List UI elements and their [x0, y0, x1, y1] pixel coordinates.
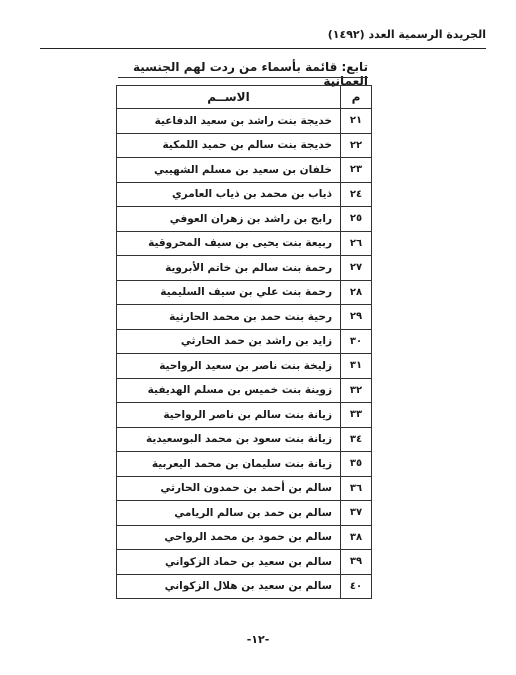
table-row	[117, 574, 372, 599]
table-row	[117, 158, 372, 183]
table-row	[117, 207, 372, 232]
row-name: ربيعة بنت يحيى بن سيف المحروقية	[117, 231, 341, 256]
table-row	[117, 133, 372, 158]
table-row	[117, 427, 372, 452]
row-name: سالم بن سعيد بن حماد الزكواني	[117, 550, 341, 575]
row-number: ٢٩	[341, 305, 372, 330]
table-row	[117, 329, 372, 354]
title-underline	[118, 77, 368, 78]
table-row	[117, 378, 372, 403]
row-number: ٣٨	[341, 525, 372, 550]
table-row	[117, 182, 372, 207]
row-number: ٢٣	[341, 158, 372, 183]
page-number: -١٢-	[246, 633, 270, 646]
table-row	[117, 231, 372, 256]
row-name: زيانة بنت سعود بن محمد البوسعيدية	[117, 427, 341, 452]
table-row	[117, 305, 372, 330]
column-header-number: م	[341, 86, 372, 109]
table-row	[117, 525, 372, 550]
table-row	[117, 501, 372, 526]
row-name: رحمة بنت سالم بن خاتم الأبروية	[117, 256, 341, 281]
row-name: خديجة بنت سالم بن حميد اللمكية	[117, 133, 341, 158]
journal-title: الجريدة الرسمية العدد (١٤٩٢)	[327, 28, 486, 41]
row-number: ٣٦	[341, 476, 372, 501]
table-row	[117, 476, 372, 501]
row-name: ذياب بن محمد بن ذياب العامري	[117, 182, 341, 207]
header-rule	[40, 48, 486, 49]
row-number: ٢٨	[341, 280, 372, 305]
page-header	[40, 28, 486, 50]
row-name: رابح بن راشد بن زهران العوفي	[117, 207, 341, 232]
row-number: ٢٦	[341, 231, 372, 256]
row-number: ٢٧	[341, 256, 372, 281]
row-number: ٣٣	[341, 403, 372, 428]
table-header-row	[117, 86, 372, 109]
table-row	[117, 256, 372, 281]
table-body	[117, 109, 372, 599]
row-number: ٣١	[341, 354, 372, 379]
table-row	[117, 550, 372, 575]
row-number: ٢٥	[341, 207, 372, 232]
row-name: زليخة بنت ناصر بن سعيد الرواحية	[117, 354, 341, 379]
row-name: خديجة بنت راشد بن سعيد الدفاعية	[117, 109, 341, 134]
row-name: رحية بنت حمد بن محمد الحارثية	[117, 305, 341, 330]
row-number: ٣٢	[341, 378, 372, 403]
row-name: رحمة بنت علي بن سيف السليمية	[117, 280, 341, 305]
table-row	[117, 109, 372, 134]
row-number: ٢٢	[341, 133, 372, 158]
row-name: سالم بن أحمد بن حمدون الحارثي	[117, 476, 341, 501]
row-name: زوينة بنت خميس بن مسلم الهديفية	[117, 378, 341, 403]
row-number: ٣٠	[341, 329, 372, 354]
row-name: خلفان بن سعيد بن مسلم الشهيبي	[117, 158, 341, 183]
table-row	[117, 354, 372, 379]
row-name: زايد بن راشد بن حمد الحارثي	[117, 329, 341, 354]
row-name: سالم بن حمد بن سالم الريامي	[117, 501, 341, 526]
row-name: زيانة بنت سالم بن ناصر الرواحية	[117, 403, 341, 428]
table-row	[117, 403, 372, 428]
names-table	[116, 85, 372, 599]
row-name: سالم بن سعيد بن هلال الزكواني	[117, 574, 341, 599]
row-number: ٣٥	[341, 452, 372, 477]
row-number: ٣٩	[341, 550, 372, 575]
row-name: زيانة بنت سليمان بن محمد اليعربية	[117, 452, 341, 477]
column-header-name: الاســم	[117, 86, 341, 109]
row-number: ٤٠	[341, 574, 372, 599]
table-row	[117, 280, 372, 305]
row-number: ٣٤	[341, 427, 372, 452]
row-number: ٢٤	[341, 182, 372, 207]
row-number: ٢١	[341, 109, 372, 134]
row-name: سالم بن حمود بن محمد الرواحي	[117, 525, 341, 550]
document-title: تابع: قائمة بأسماء من ردت لهم الجنسية العمانية	[132, 60, 368, 88]
row-number: ٣٧	[341, 501, 372, 526]
table-row	[117, 452, 372, 477]
